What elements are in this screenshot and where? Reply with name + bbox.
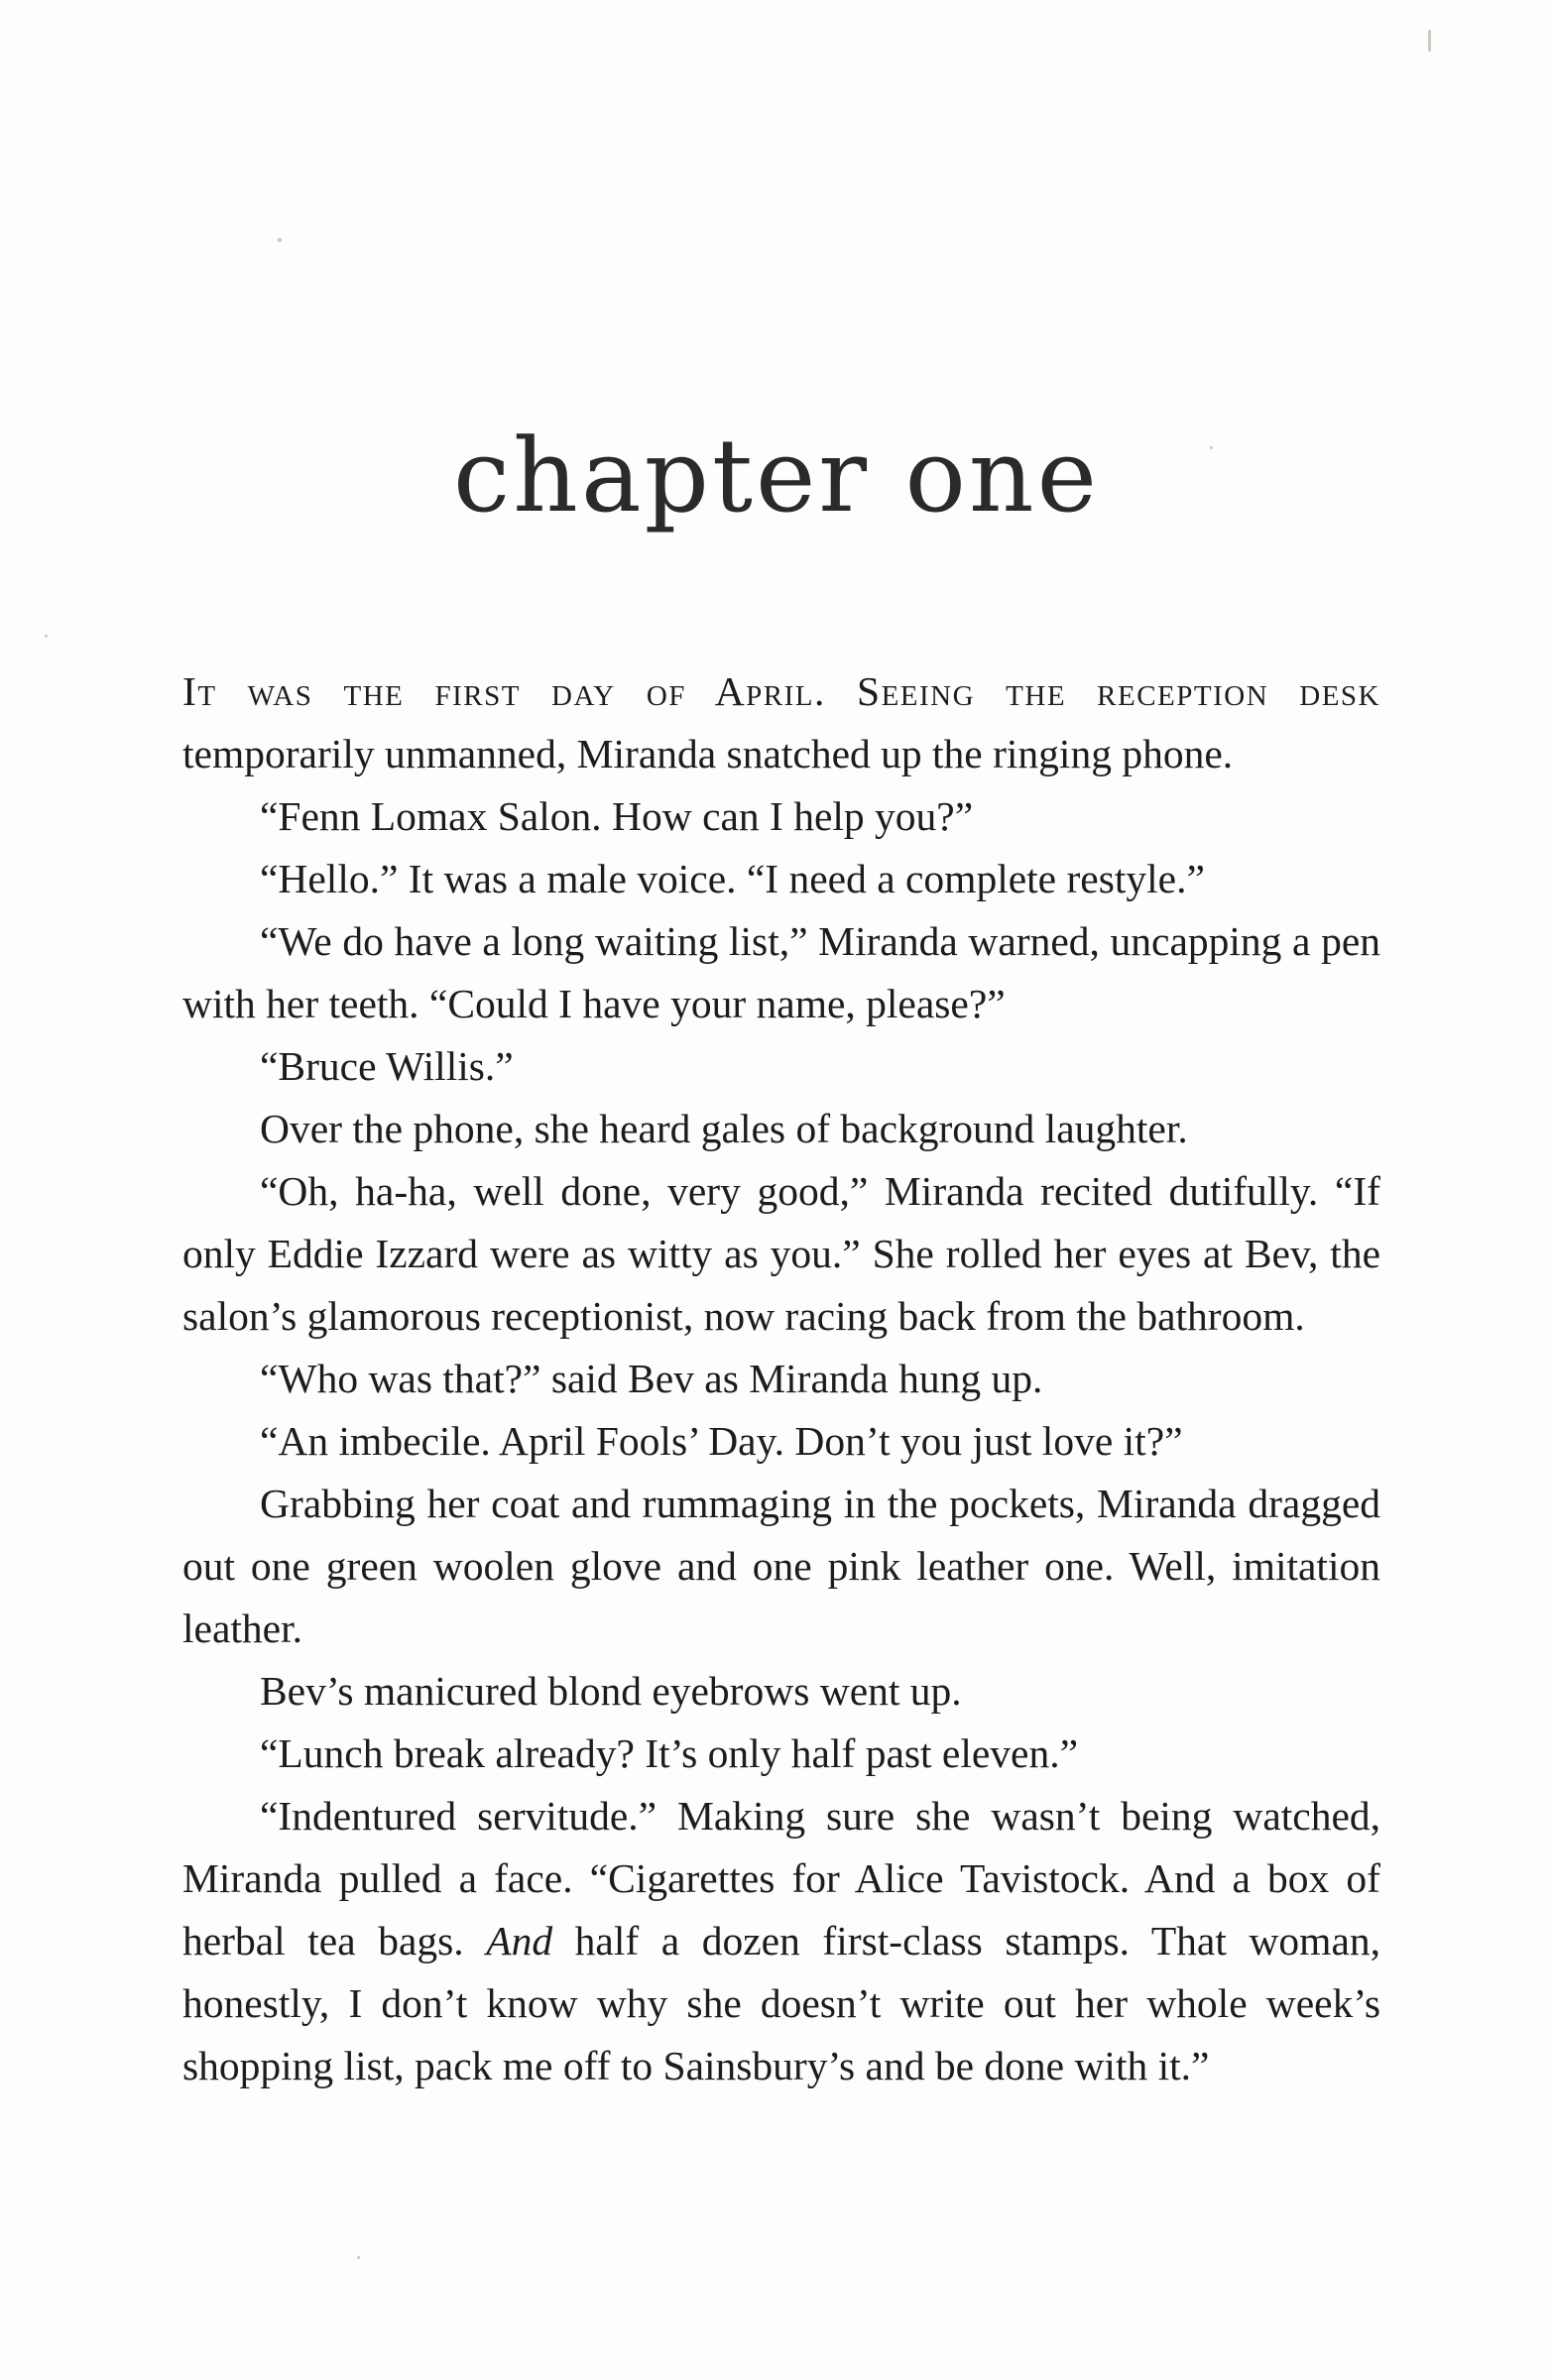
- opening-paragraph: [182, 660, 1380, 785]
- page-speck: [1428, 30, 1431, 52]
- paragraph-text: half a dozen first-class stamps. That woman, honestly, I don’t know why she doesn’t write out her whole week’s shopping list, pack me off to Sainsbury’s and be done with it.”: [182, 1918, 1380, 2088]
- page-speck: [278, 238, 282, 242]
- page-speck: [357, 2256, 360, 2259]
- paragraph-text: “Indentured servitude.” Making sure she wasn’t being watched, Miranda pulled a face. “Cigarettes for Alice Tavistock. And a box of herbal tea bags.: [182, 1793, 1380, 1964]
- paragraph: “Oh, ha-ha, well done, very good,” Miranda recited dutifully. “If only Eddie Izzard were as witty as you.” She rolled her eyes at Bev, the salon’s glamorous receptionist, now racing back from the bathroom.: [182, 1168, 1380, 1339]
- paragraph: “An imbecile. April Fools’ Day. Don’t you just love it?”: [260, 1418, 1183, 1464]
- opening-small-caps: It was the first day of April. Seeing the reception desk: [182, 668, 1380, 714]
- opening-text: temporarily unmanned, Miranda snatched up the ringing phone.: [182, 731, 1234, 776]
- paragraph: Bev’s manicured blond eyebrows went up.: [260, 1668, 962, 1714]
- chapter-body: [182, 660, 1380, 2097]
- paragraph: “Who was that?” said Bev as Miranda hung up.: [260, 1356, 1043, 1401]
- paragraph: Grabbing her coat and rummaging in the pockets, Miranda dragged out one green woolen glove and one pink leather one. Well, imitation leather.: [182, 1481, 1380, 1651]
- paragraph: “Bruce Willis.”: [260, 1043, 514, 1089]
- paragraph: Over the phone, she heard gales of background laughter.: [260, 1106, 1188, 1151]
- paragraph: “Lunch break already? It’s only half past eleven.”: [260, 1730, 1079, 1776]
- chapter-title: chapter one: [453, 417, 1100, 536]
- paragraph: “We do have a long waiting list,” Miranda warned, uncapping a pen with her teeth. “Could I have your name, please?”: [182, 918, 1380, 1026]
- paragraph-with-emphasis: [182, 1785, 1380, 2097]
- emphasis-text: And: [486, 1918, 553, 1964]
- paragraph: “Hello.” It was a male voice. “I need a complete restyle.”: [260, 856, 1205, 901]
- paragraph: “Fenn Lomax Salon. How can I help you?”: [260, 793, 974, 839]
- page-speck: [45, 635, 48, 638]
